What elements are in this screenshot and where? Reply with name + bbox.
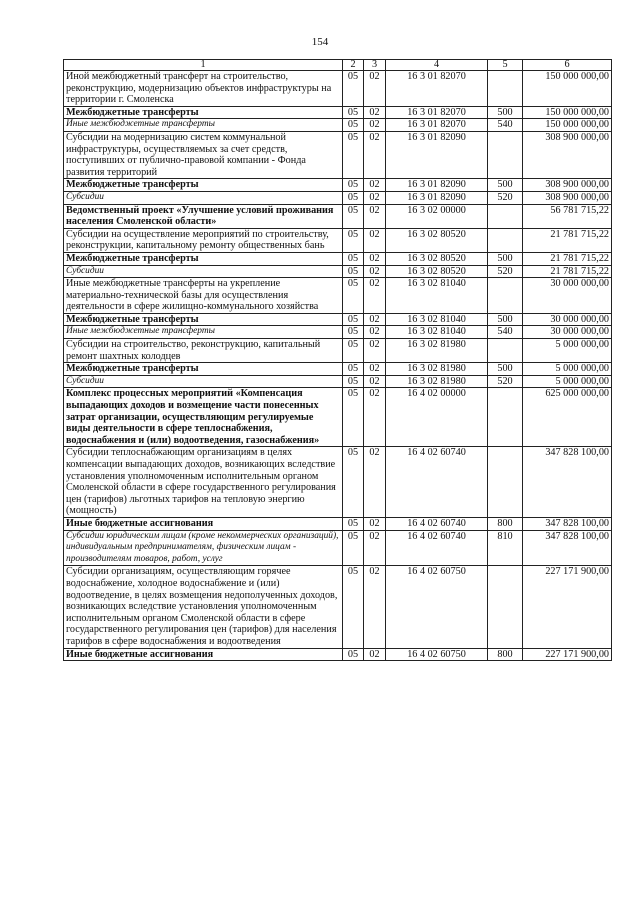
row-amount: 347 828 100,00 xyxy=(523,517,612,530)
row-name: Субсидии теплоснабжающим организациям в целях компенсации выпадающих доходов, возникающих вследствие установления уполномоченным исполнительным органом Смоленской области в сфере государственного регулирования цен (тарифов) льготных тарифов на тепловую энергию (мощность) xyxy=(64,447,343,518)
row-target-article: 16 4 02 60750 xyxy=(386,566,488,648)
row-section: 05 xyxy=(343,530,364,566)
table-row xyxy=(64,228,612,252)
header-col-4: 4 xyxy=(386,60,488,71)
row-amount: 347 828 100,00 xyxy=(523,447,612,518)
row-subsection: 02 xyxy=(364,278,386,314)
table-row xyxy=(64,131,612,178)
row-expense-type: 800 xyxy=(488,648,523,661)
row-target-article: 16 4 02 60750 xyxy=(386,648,488,661)
row-section: 05 xyxy=(343,388,364,447)
row-amount: 56 781 715,22 xyxy=(523,204,612,228)
row-subsection: 02 xyxy=(364,228,386,252)
row-subsection: 02 xyxy=(364,326,386,339)
row-subsection: 02 xyxy=(364,648,386,661)
row-expense-type: 520 xyxy=(488,375,523,388)
row-section: 05 xyxy=(343,648,364,661)
row-name: Комплекс процессных мероприятий «Компенсация выпадающих доходов и возмещение части понесенных затрат организации, осуществляющим регулируемые виды деятельности в сфере теплоснабжения, водоснабжения и (или) водоотведения, газоснабжения» xyxy=(64,388,343,447)
row-target-article: 16 3 02 81040 xyxy=(386,278,488,314)
row-amount: 150 000 000,00 xyxy=(523,119,612,132)
row-target-article: 16 3 01 82070 xyxy=(386,119,488,132)
row-expense-type: 500 xyxy=(488,363,523,376)
row-target-article: 16 4 02 60740 xyxy=(386,530,488,566)
table-row xyxy=(64,278,612,314)
row-expense-type xyxy=(488,204,523,228)
row-name: Ведомственный проект «Улучшение условий проживания населения Смоленской области» xyxy=(64,204,343,228)
row-target-article: 16 3 02 81980 xyxy=(386,363,488,376)
row-name: Иные бюджетные ассигнования xyxy=(64,648,343,661)
table-row xyxy=(64,313,612,326)
row-amount: 308 900 000,00 xyxy=(523,191,612,204)
row-name: Иные межбюджетные трансферты xyxy=(64,326,343,339)
table-row xyxy=(64,530,612,566)
row-name: Межбюджетные трансферты xyxy=(64,106,343,119)
row-amount: 625 000 000,00 xyxy=(523,388,612,447)
row-name: Межбюджетные трансферты xyxy=(64,252,343,265)
row-subsection: 02 xyxy=(364,530,386,566)
row-subsection: 02 xyxy=(364,375,386,388)
table-row xyxy=(64,119,612,132)
row-target-article: 16 3 02 81040 xyxy=(386,313,488,326)
row-amount: 21 781 715,22 xyxy=(523,228,612,252)
row-subsection: 02 xyxy=(364,313,386,326)
header-col-2: 2 xyxy=(343,60,364,71)
row-name: Субсидии юридическим лицам (кроме некоммерческих организаций), индивидуальным предпринимателям, физическим лицам - производителям товаров, работ, услуг xyxy=(64,530,343,566)
row-amount: 308 900 000,00 xyxy=(523,179,612,192)
row-target-article: 16 3 02 80520 xyxy=(386,265,488,278)
row-name: Субсидии на осуществление мероприятий по строительству, реконструкции, капитальному ремонту общественных бань xyxy=(64,228,343,252)
row-section: 05 xyxy=(343,326,364,339)
table-row xyxy=(64,71,612,107)
row-name: Межбюджетные трансферты xyxy=(64,363,343,376)
row-section: 05 xyxy=(343,363,364,376)
row-expense-type xyxy=(488,388,523,447)
table-row xyxy=(64,339,612,363)
row-subsection: 02 xyxy=(364,517,386,530)
row-section: 05 xyxy=(343,191,364,204)
row-name: Иные межбюджетные трансферты на укрепление материально-технической базы для осуществления деятельности в сфере жилищно-коммунального хозяйства xyxy=(64,278,343,314)
row-target-article: 16 4 02 60740 xyxy=(386,517,488,530)
row-subsection: 02 xyxy=(364,119,386,132)
row-subsection: 02 xyxy=(364,388,386,447)
header-row xyxy=(64,60,612,71)
row-amount: 347 828 100,00 xyxy=(523,530,612,566)
row-section: 05 xyxy=(343,71,364,107)
row-amount: 150 000 000,00 xyxy=(523,71,612,107)
row-expense-type xyxy=(488,131,523,178)
header-col-5: 5 xyxy=(488,60,523,71)
table-row xyxy=(64,204,612,228)
row-amount: 227 171 900,00 xyxy=(523,566,612,648)
row-expense-type xyxy=(488,339,523,363)
row-expense-type: 500 xyxy=(488,106,523,119)
row-expense-type: 500 xyxy=(488,313,523,326)
table-row xyxy=(64,375,612,388)
row-name: Межбюджетные трансферты xyxy=(64,313,343,326)
row-amount: 5 000 000,00 xyxy=(523,375,612,388)
table-row xyxy=(64,388,612,447)
row-target-article: 16 3 02 81980 xyxy=(386,375,488,388)
row-expense-type xyxy=(488,278,523,314)
row-name: Субсидии на строительство, реконструкцию, капитальный ремонт шахтных колодцев xyxy=(64,339,343,363)
row-target-article: 16 3 02 80520 xyxy=(386,252,488,265)
row-target-article: 16 3 01 82090 xyxy=(386,179,488,192)
row-amount: 21 781 715,22 xyxy=(523,265,612,278)
row-expense-type: 800 xyxy=(488,517,523,530)
row-expense-type: 500 xyxy=(488,179,523,192)
row-section: 05 xyxy=(343,339,364,363)
row-subsection: 02 xyxy=(364,265,386,278)
table-row xyxy=(64,363,612,376)
row-subsection: 02 xyxy=(364,191,386,204)
row-name: Субсидии xyxy=(64,265,343,278)
row-target-article: 16 3 02 80520 xyxy=(386,228,488,252)
header-col-3: 3 xyxy=(364,60,386,71)
row-expense-type xyxy=(488,447,523,518)
row-section: 05 xyxy=(343,517,364,530)
table-row xyxy=(64,447,612,518)
row-subsection: 02 xyxy=(364,179,386,192)
row-subsection: 02 xyxy=(364,447,386,518)
row-name: Субсидии на модернизацию систем коммунальной инфраструктуры, осуществляемых за счет средств, поступивших от публично-правовой компании - Фонда развития территорий xyxy=(64,131,343,178)
row-target-article: 16 3 02 81980 xyxy=(386,339,488,363)
row-name: Субсидии xyxy=(64,375,343,388)
row-target-article: 16 3 02 81040 xyxy=(386,326,488,339)
table-row xyxy=(64,517,612,530)
row-target-article: 16 3 01 82070 xyxy=(386,106,488,119)
row-section: 05 xyxy=(343,252,364,265)
row-section: 05 xyxy=(343,447,364,518)
table-row xyxy=(64,252,612,265)
row-amount: 5 000 000,00 xyxy=(523,363,612,376)
row-target-article: 16 4 02 00000 xyxy=(386,388,488,447)
table-row xyxy=(64,106,612,119)
row-section: 05 xyxy=(343,179,364,192)
table-row xyxy=(64,179,612,192)
table-row xyxy=(64,326,612,339)
row-amount: 30 000 000,00 xyxy=(523,278,612,314)
row-subsection: 02 xyxy=(364,204,386,228)
row-name: Межбюджетные трансферты xyxy=(64,179,343,192)
row-section: 05 xyxy=(343,204,364,228)
table-row xyxy=(64,648,612,661)
page-number: 154 xyxy=(311,36,329,48)
table-row xyxy=(64,265,612,278)
table-row xyxy=(64,191,612,204)
row-target-article: 16 3 01 82090 xyxy=(386,131,488,178)
row-amount: 308 900 000,00 xyxy=(523,131,612,178)
row-expense-type: 540 xyxy=(488,326,523,339)
row-subsection: 02 xyxy=(364,106,386,119)
row-amount: 30 000 000,00 xyxy=(523,313,612,326)
row-section: 05 xyxy=(343,228,364,252)
row-target-article: 16 4 02 60740 xyxy=(386,447,488,518)
row-amount: 21 781 715,22 xyxy=(523,252,612,265)
row-expense-type: 520 xyxy=(488,265,523,278)
row-name: Иные межбюджетные трансферты xyxy=(64,119,343,132)
row-subsection: 02 xyxy=(364,339,386,363)
row-expense-type: 500 xyxy=(488,252,523,265)
row-expense-type xyxy=(488,71,523,107)
table-row xyxy=(64,566,612,648)
row-expense-type xyxy=(488,566,523,648)
row-section: 05 xyxy=(343,278,364,314)
row-subsection: 02 xyxy=(364,252,386,265)
row-section: 05 xyxy=(343,375,364,388)
row-target-article: 16 3 01 82070 xyxy=(386,71,488,107)
row-section: 05 xyxy=(343,566,364,648)
row-name: Субсидии организациям, осуществляющим горячее водоснабжение, холодное водоснабжение и (или) водоотведение, в целях возмещения недополученных доходов, возникающих вследствие установления уполномоченным исполнительным органом Смоленской области в сфере государственного регулирования цен (тарифов) для населения тарифов в сфере водоснабжения и водоотведения xyxy=(64,566,343,648)
row-name: Субсидии xyxy=(64,191,343,204)
row-expense-type: 540 xyxy=(488,119,523,132)
row-target-article: 16 3 02 00000 xyxy=(386,204,488,228)
row-name: Иной межбюджетный трансферт на строительство, реконструкцию, модернизацию объектов инфраструктуры на территории г. Смоленска xyxy=(64,71,343,107)
header-col-1: 1 xyxy=(64,60,343,71)
row-section: 05 xyxy=(343,106,364,119)
row-expense-type xyxy=(488,228,523,252)
row-subsection: 02 xyxy=(364,131,386,178)
row-section: 05 xyxy=(343,131,364,178)
row-subsection: 02 xyxy=(364,566,386,648)
row-expense-type: 810 xyxy=(488,530,523,566)
row-amount: 5 000 000,00 xyxy=(523,339,612,363)
row-section: 05 xyxy=(343,119,364,132)
row-section: 05 xyxy=(343,313,364,326)
row-amount: 150 000 000,00 xyxy=(523,106,612,119)
row-section: 05 xyxy=(343,265,364,278)
row-expense-type: 520 xyxy=(488,191,523,204)
row-subsection: 02 xyxy=(364,71,386,107)
row-subsection: 02 xyxy=(364,363,386,376)
row-amount: 30 000 000,00 xyxy=(523,326,612,339)
row-target-article: 16 3 01 82090 xyxy=(386,191,488,204)
budget-table xyxy=(63,59,612,661)
row-name: Иные бюджетные ассигнования xyxy=(64,517,343,530)
header-col-6: 6 xyxy=(523,60,612,71)
row-amount: 227 171 900,00 xyxy=(523,648,612,661)
